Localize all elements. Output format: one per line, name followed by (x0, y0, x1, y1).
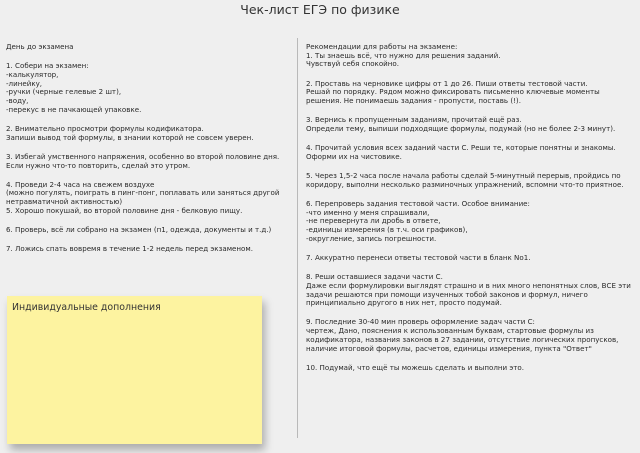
recommendation-paragraph (306, 273, 636, 308)
day-before-column (6, 43, 296, 264)
day-before-paragraph (6, 245, 296, 254)
recommendation-line: 3. Вернись к пропущенным заданиям, прочитай ещё раз. (306, 115, 522, 125)
recommendation-line: -не перевернута ли дробь в ответе, (306, 216, 441, 226)
recommendation-paragraph (306, 116, 636, 133)
day-before-paragraph (6, 153, 296, 170)
recommendation-paragraph (306, 364, 636, 373)
recommendation-line: -округление, запись погрешности. (306, 233, 437, 243)
page-title: Чек-лист ЕГЭ по физике (240, 2, 400, 17)
day-before-line: 3. Избегай умственного напряжения, особенно во второй половине дня. (6, 151, 280, 161)
day-before-line: -ручки (черные гелевые 2 шт), (6, 87, 122, 97)
day-before-paragraph (6, 62, 296, 114)
recommendation-paragraph (306, 43, 636, 69)
recommendation-line: 6. Перепроверь задания тестовой части. Особое внимание: (306, 198, 530, 208)
recommendation-paragraph (306, 200, 636, 244)
sticky-note[interactable] (7, 296, 262, 444)
day-before-line: -калькулятор, (6, 69, 59, 79)
recommendation-line: -единицы измерения (в т.ч. оси графиков), (306, 225, 468, 235)
day-before-line: 7. Ложись спать вовремя в течение 1-2 недель перед экзаменом. (6, 244, 253, 254)
day-before-line: 5. Хорошо покушай, во второй половине дня - белковую пищу. (6, 205, 243, 215)
recommendation-line: Решай по порядку. Рядом можно фиксировать письменно ключевые моменты (306, 87, 600, 97)
recommendation-line: 1. Ты знаешь всё, что нужно для решения заданий. (306, 50, 501, 60)
recommendation-line: Оформи их на чистовике. (306, 151, 402, 161)
recommendation-line: кодификатора, названия законов в 27 задании, отсутствие логических пропусков, (306, 334, 619, 344)
recommendation-line: 8. Реши оставшиеся задачи части С. (306, 272, 443, 282)
recommendation-line: 4. Прочитай условия всех заданий части С. Реши те, которые понятны и знакомы. (306, 143, 616, 153)
recommendations-column (306, 43, 636, 383)
day-before-line: День до экзамена (6, 42, 74, 51)
day-before-line: 1. Собери на экзамен: (6, 61, 89, 71)
recommendation-line: 5. Через 1,5-2 часа после начала работы сделай 5-минутный перерыв, пройдись по (306, 171, 621, 181)
day-before-line: (можно погулять, поиграть в пинг-понг, поплавать или заняться другой (6, 188, 280, 198)
recommendation-paragraph (306, 254, 636, 263)
recommendation-line: 10. Подумай, что ещё ты можешь сделать и выполни это. (306, 362, 524, 372)
recommendation-paragraph (306, 144, 636, 161)
recommendation-line: коридору, выполни несколько разминочных упражнений, вспомни что-то приятное. (306, 179, 624, 189)
recommendation-line: задачи решаются при помощи изученных тобой законов и формул, ничего (306, 289, 588, 299)
day-before-paragraph (6, 125, 296, 142)
recommendation-line: Чувствуй себя спокойно. (306, 59, 400, 69)
day-before-line: 4. Проведи 2-4 часа на свежем воздухе (6, 179, 155, 189)
recommendation-paragraph (306, 80, 636, 106)
recommendation-line: -что именно у меня спрашивали, (306, 207, 430, 217)
recommendation-line: 7. Аккуратно перенеси ответы тестовой части в бланк No1. (306, 252, 531, 262)
recommendation-paragraph (306, 318, 636, 353)
recommendation-line: решения. Не понимаешь задания - пропусти, поставь (!). (306, 96, 521, 106)
day-before-line: -воду, (6, 96, 29, 106)
recommendation-line: Даже если формулировки выглядят страшно и в них много непонятных слов, ВСЕ эти (306, 280, 631, 290)
day-before-line: 2. Внимательно просмотри формулы кодификатора. (6, 123, 204, 133)
day-before-line: -перекус в не пачкающей упаковке. (6, 104, 142, 114)
recommendation-line: наличие итоговой формулы, расчетов, единицы измерения, пункта "Ответ" (306, 343, 592, 353)
recommendation-line: 2. Проставь на черновике цифры от 1 до 26. Пиши ответы тестовой части. (306, 78, 588, 88)
recommendation-line: Рекомендации для работы на экзамене: (306, 42, 458, 51)
day-before-paragraph (6, 226, 296, 235)
recommendation-line: чертеж, Дано, пояснения к использованным буквам, стартовые формулы из (306, 326, 594, 336)
day-before-line: 6. Проверь, всё ли собрано на экзамен (п1, одежда, документы и т.д.) (6, 225, 272, 235)
day-before-paragraph (6, 43, 296, 52)
day-before-paragraph (6, 181, 296, 216)
sticky-note-title: Индивидуальные дополнения (12, 302, 161, 313)
day-before-line: -линейку, (6, 78, 43, 88)
recommendation-paragraph (306, 172, 636, 189)
day-before-line: Запиши вывод той формулы, в знании которой не совсем уверен. (6, 132, 254, 142)
day-before-line: нетравматичной активностью) (6, 197, 123, 207)
day-before-line: Если нужно что-то повторить, сделай это утром. (6, 160, 191, 170)
recommendation-line: 9. Последние 30-40 мин проверь оформление задач части С: (306, 317, 535, 327)
column-divider (297, 38, 298, 438)
recommendation-line: Определи тему, выпиши подходящие формулы, подумай (но не более 2-3 минут). (306, 123, 616, 133)
recommendation-line: принципиально другого в них нет, просто подумай. (306, 298, 502, 308)
